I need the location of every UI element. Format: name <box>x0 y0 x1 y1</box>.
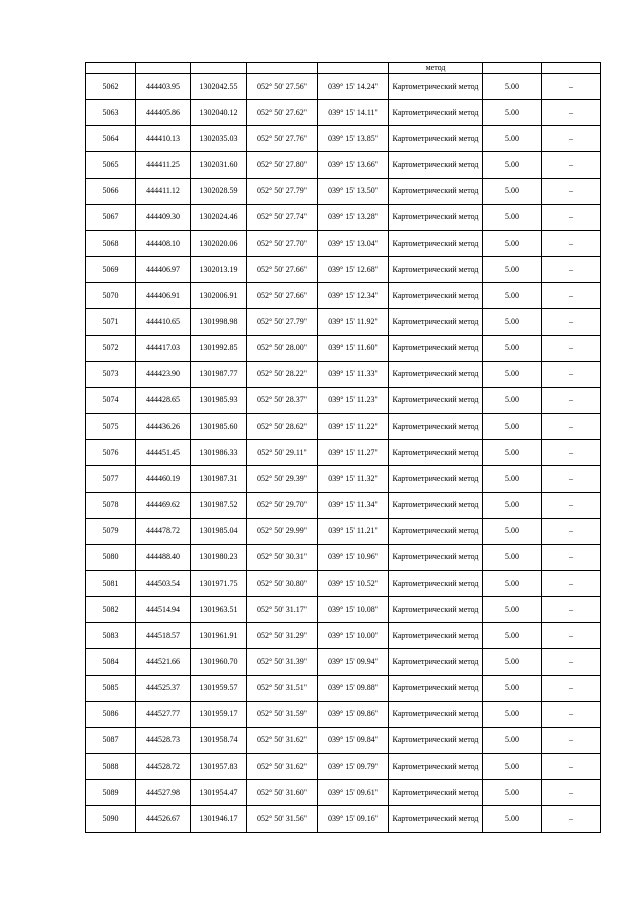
cell-note: – <box>542 152 601 178</box>
cell-longitude: 039° 15' 13.04" <box>318 230 389 256</box>
cell-x: 444417.03 <box>136 335 191 361</box>
cell-latitude: 052° 50' 27.66" <box>247 257 318 283</box>
cell-method: Картометрический метод <box>389 597 483 623</box>
cell-latitude: 052° 50' 28.22" <box>247 361 318 387</box>
cell-y: 1302035.03 <box>191 126 247 152</box>
cell-point-number: 5070 <box>86 283 136 309</box>
cell-point-number: 5079 <box>86 518 136 544</box>
cell-method: Картометрический метод <box>389 754 483 780</box>
cell-accuracy: 5.00 <box>483 597 542 623</box>
cell-y: 1301961.91 <box>191 623 247 649</box>
cell-latitude: 052° 50' 27.70" <box>247 230 318 256</box>
cell-longitude: 039° 15' 09.88" <box>318 675 389 701</box>
cell-note: – <box>542 100 601 126</box>
continuation-row <box>86 63 601 74</box>
cell-note: – <box>542 492 601 518</box>
cell-x: 444528.73 <box>136 727 191 753</box>
cell-accuracy: 5.00 <box>483 414 542 440</box>
cell-note: – <box>542 126 601 152</box>
cell-method: Картометрический метод <box>389 440 483 466</box>
cell-longitude: 039° 15' 13.85" <box>318 126 389 152</box>
cell-x: 444428.65 <box>136 387 191 413</box>
cell-method: Картометрический метод <box>389 727 483 753</box>
table-row <box>86 126 601 152</box>
cell-longitude: 039° 15' 11.32" <box>318 466 389 492</box>
cell-point-number: 5089 <box>86 780 136 806</box>
cell-longitude: 039° 15' 13.66" <box>318 152 389 178</box>
cell-accuracy: 5.00 <box>483 806 542 832</box>
cell-x: 444488.40 <box>136 544 191 570</box>
table-row <box>86 701 601 727</box>
cell-method: Картометрический метод <box>389 387 483 413</box>
cell-point-number: 5082 <box>86 597 136 623</box>
table-row <box>86 387 601 413</box>
cell-x: 444521.66 <box>136 649 191 675</box>
table-row <box>86 570 601 596</box>
cell-x: 444451.45 <box>136 440 191 466</box>
cell-y: 1301987.77 <box>191 361 247 387</box>
cell-accuracy: 5.00 <box>483 623 542 649</box>
cell-longitude: 039° 15' 12.68" <box>318 257 389 283</box>
table-row <box>86 204 601 230</box>
cell-latitude: 052° 50' 27.79" <box>247 309 318 335</box>
cell-x: 444411.12 <box>136 178 191 204</box>
cell-point-number: 5078 <box>86 492 136 518</box>
cell-accuracy: 5.00 <box>483 754 542 780</box>
table-row <box>86 440 601 466</box>
cell-x: 444478.72 <box>136 518 191 544</box>
cell-x: 444410.13 <box>136 126 191 152</box>
cell-latitude: 052° 50' 28.00" <box>247 335 318 361</box>
cell-y: 1301963.51 <box>191 597 247 623</box>
cell-longitude: 039° 15' 11.33" <box>318 361 389 387</box>
cell-point-number: 5067 <box>86 204 136 230</box>
cell-y: 1301985.93 <box>191 387 247 413</box>
cell-point-number: 5085 <box>86 675 136 701</box>
cell-empty <box>191 63 247 74</box>
cell-longitude: 039° 15' 09.61" <box>318 780 389 806</box>
cell-y: 1301959.57 <box>191 675 247 701</box>
cell-y: 1301992.85 <box>191 335 247 361</box>
cell-x: 444406.97 <box>136 257 191 283</box>
cell-note: – <box>542 675 601 701</box>
cell-accuracy: 5.00 <box>483 283 542 309</box>
cell-point-number: 5066 <box>86 178 136 204</box>
cell-y: 1301959.17 <box>191 701 247 727</box>
cell-note: – <box>542 570 601 596</box>
cell-latitude: 052° 50' 31.56" <box>247 806 318 832</box>
cell-x: 444518.57 <box>136 623 191 649</box>
cell-latitude: 052° 50' 31.60" <box>247 780 318 806</box>
cell-accuracy: 5.00 <box>483 309 542 335</box>
cell-longitude: 039° 15' 13.28" <box>318 204 389 230</box>
cell-x: 444403.95 <box>136 74 191 100</box>
cell-y: 1301957.83 <box>191 754 247 780</box>
table-row <box>86 178 601 204</box>
cell-y: 1301980.23 <box>191 544 247 570</box>
table-row <box>86 649 601 675</box>
cell-longitude: 039° 15' 09.79" <box>318 754 389 780</box>
cell-note: – <box>542 230 601 256</box>
cell-method: Картометрический метод <box>389 701 483 727</box>
cell-empty <box>86 63 136 74</box>
cell-y: 1301987.31 <box>191 466 247 492</box>
cell-accuracy: 5.00 <box>483 204 542 230</box>
table-row <box>86 492 601 518</box>
cell-latitude: 052° 50' 31.59" <box>247 701 318 727</box>
cell-x: 444408.10 <box>136 230 191 256</box>
cell-longitude: 039° 15' 09.86" <box>318 701 389 727</box>
cell-latitude: 052° 50' 28.37" <box>247 387 318 413</box>
cell-longitude: 039° 15' 11.27" <box>318 440 389 466</box>
cell-empty <box>136 63 191 74</box>
cell-method: Картометрический метод <box>389 309 483 335</box>
cell-accuracy: 5.00 <box>483 230 542 256</box>
cell-note: – <box>542 701 601 727</box>
table-row <box>86 230 601 256</box>
cell-point-number: 5071 <box>86 309 136 335</box>
coordinates-table <box>85 62 601 833</box>
cell-longitude: 039° 15' 11.34" <box>318 492 389 518</box>
table-row <box>86 806 601 832</box>
cell-note: – <box>542 440 601 466</box>
cell-method: Картометрический метод <box>389 649 483 675</box>
cell-method: Картометрический метод <box>389 74 483 100</box>
cell-point-number: 5088 <box>86 754 136 780</box>
cell-accuracy: 5.00 <box>483 74 542 100</box>
table-row <box>86 361 601 387</box>
cell-latitude: 052° 50' 27.74" <box>247 204 318 230</box>
cell-longitude: 039° 15' 11.23" <box>318 387 389 413</box>
cell-note: – <box>542 780 601 806</box>
cell-method: Картометрический метод <box>389 361 483 387</box>
cell-y: 1301946.17 <box>191 806 247 832</box>
cell-empty <box>247 63 318 74</box>
cell-x: 444469.62 <box>136 492 191 518</box>
cell-x: 444436.26 <box>136 414 191 440</box>
cell-accuracy: 5.00 <box>483 361 542 387</box>
cell-y: 1301958.74 <box>191 727 247 753</box>
cell-empty <box>542 63 601 74</box>
cell-y: 1302013.19 <box>191 257 247 283</box>
cell-accuracy: 5.00 <box>483 544 542 570</box>
cell-latitude: 052° 50' 27.76" <box>247 126 318 152</box>
cell-longitude: 039° 15' 11.22" <box>318 414 389 440</box>
cell-note: – <box>542 361 601 387</box>
table-row <box>86 414 601 440</box>
cell-x: 444406.91 <box>136 283 191 309</box>
cell-y: 1302024.46 <box>191 204 247 230</box>
cell-point-number: 5072 <box>86 335 136 361</box>
cell-x: 444411.25 <box>136 152 191 178</box>
cell-longitude: 039° 15' 09.84" <box>318 727 389 753</box>
cell-longitude: 039° 15' 14.24" <box>318 74 389 100</box>
cell-method: Картометрический метод <box>389 518 483 544</box>
cell-y: 1302006.91 <box>191 283 247 309</box>
cell-latitude: 052° 50' 31.62" <box>247 727 318 753</box>
cell-point-number: 5081 <box>86 570 136 596</box>
cell-accuracy: 5.00 <box>483 780 542 806</box>
cell-y: 1301998.98 <box>191 309 247 335</box>
cell-accuracy: 5.00 <box>483 492 542 518</box>
cell-note: – <box>542 178 601 204</box>
cell-note: – <box>542 335 601 361</box>
cell-accuracy: 5.00 <box>483 649 542 675</box>
cell-point-number: 5065 <box>86 152 136 178</box>
cell-longitude: 039° 15' 13.50" <box>318 178 389 204</box>
table-row <box>86 623 601 649</box>
cell-latitude: 052° 50' 27.79" <box>247 178 318 204</box>
cell-x: 444503.54 <box>136 570 191 596</box>
cell-longitude: 039° 15' 11.60" <box>318 335 389 361</box>
cell-x: 444526.67 <box>136 806 191 832</box>
cell-x: 444410.65 <box>136 309 191 335</box>
cell-note: – <box>542 466 601 492</box>
cell-point-number: 5083 <box>86 623 136 649</box>
cell-method: Картометрический метод <box>389 335 483 361</box>
cell-longitude: 039° 15' 10.00" <box>318 623 389 649</box>
cell-point-number: 5086 <box>86 701 136 727</box>
cell-latitude: 052° 50' 29.70" <box>247 492 318 518</box>
cell-point-number: 5087 <box>86 727 136 753</box>
cell-method: Картометрический метод <box>389 675 483 701</box>
cell-longitude: 039° 15' 14.11" <box>318 100 389 126</box>
cell-method: Картометрический метод <box>389 178 483 204</box>
cell-note: – <box>542 283 601 309</box>
cell-accuracy: 5.00 <box>483 387 542 413</box>
cell-point-number: 5062 <box>86 74 136 100</box>
cell-latitude: 052° 50' 31.62" <box>247 754 318 780</box>
cell-latitude: 052° 50' 29.99" <box>247 518 318 544</box>
table-row <box>86 754 601 780</box>
cell-accuracy: 5.00 <box>483 335 542 361</box>
cell-accuracy: 5.00 <box>483 701 542 727</box>
cell-point-number: 5076 <box>86 440 136 466</box>
cell-accuracy: 5.00 <box>483 518 542 544</box>
cell-point-number: 5068 <box>86 230 136 256</box>
cell-point-number: 5080 <box>86 544 136 570</box>
cell-note: – <box>542 806 601 832</box>
cell-note: – <box>542 649 601 675</box>
cell-y: 1301960.70 <box>191 649 247 675</box>
cell-x: 444525.37 <box>136 675 191 701</box>
cell-y: 1301954.47 <box>191 780 247 806</box>
cell-x: 444527.77 <box>136 701 191 727</box>
table-row <box>86 466 601 492</box>
cell-method: Картометрический метод <box>389 100 483 126</box>
cell-point-number: 5064 <box>86 126 136 152</box>
cell-point-number: 5074 <box>86 387 136 413</box>
cell-y: 1302020.06 <box>191 230 247 256</box>
cell-y: 1302031.60 <box>191 152 247 178</box>
cell-note: – <box>542 518 601 544</box>
cell-method: Картометрический метод <box>389 257 483 283</box>
cell-method: Картометрический метод <box>389 806 483 832</box>
cell-note: – <box>542 597 601 623</box>
table-row <box>86 100 601 126</box>
cell-empty <box>318 63 389 74</box>
cell-y: 1301985.04 <box>191 518 247 544</box>
cell-latitude: 052° 50' 27.62" <box>247 100 318 126</box>
table-row <box>86 727 601 753</box>
cell-method: Картометрический метод <box>389 414 483 440</box>
cell-note: – <box>542 414 601 440</box>
cell-note: – <box>542 74 601 100</box>
cell-latitude: 052° 50' 27.66" <box>247 283 318 309</box>
cell-y: 1301987.52 <box>191 492 247 518</box>
cell-longitude: 039° 15' 09.94" <box>318 649 389 675</box>
cell-latitude: 052° 50' 29.11" <box>247 440 318 466</box>
table-row <box>86 309 601 335</box>
cell-method: Картометрический метод <box>389 492 483 518</box>
cell-longitude: 039° 15' 11.92" <box>318 309 389 335</box>
cell-y: 1302040.12 <box>191 100 247 126</box>
cell-y: 1301986.33 <box>191 440 247 466</box>
cell-method: Картометрический метод <box>389 623 483 649</box>
cell-x: 444423.90 <box>136 361 191 387</box>
cell-longitude: 039° 15' 12.34" <box>318 283 389 309</box>
cell-latitude: 052° 50' 31.17" <box>247 597 318 623</box>
cell-latitude: 052° 50' 27.80" <box>247 152 318 178</box>
cell-latitude: 052° 50' 30.80" <box>247 570 318 596</box>
cell-accuracy: 5.00 <box>483 178 542 204</box>
table-row <box>86 780 601 806</box>
cell-method: метод <box>389 63 483 74</box>
cell-accuracy: 5.00 <box>483 126 542 152</box>
cell-method: Картометрический метод <box>389 544 483 570</box>
cell-method: Картометрический метод <box>389 204 483 230</box>
cell-note: – <box>542 754 601 780</box>
cell-method: Картометрический метод <box>389 230 483 256</box>
cell-longitude: 039° 15' 10.96" <box>318 544 389 570</box>
table-row <box>86 518 601 544</box>
table-row <box>86 335 601 361</box>
cell-y: 1302028.59 <box>191 178 247 204</box>
cell-point-number: 5063 <box>86 100 136 126</box>
cell-point-number: 5084 <box>86 649 136 675</box>
cell-note: – <box>542 727 601 753</box>
table-row <box>86 597 601 623</box>
cell-point-number: 5077 <box>86 466 136 492</box>
cell-latitude: 052° 50' 30.31" <box>247 544 318 570</box>
cell-y: 1301985.60 <box>191 414 247 440</box>
cell-latitude: 052° 50' 28.62" <box>247 414 318 440</box>
cell-latitude: 052° 50' 31.39" <box>247 649 318 675</box>
cell-accuracy: 5.00 <box>483 675 542 701</box>
cell-accuracy: 5.00 <box>483 100 542 126</box>
cell-x: 444514.94 <box>136 597 191 623</box>
cell-longitude: 039° 15' 09.16" <box>318 806 389 832</box>
cell-method: Картометрический метод <box>389 466 483 492</box>
table-row <box>86 544 601 570</box>
cell-x: 444528.72 <box>136 754 191 780</box>
cell-longitude: 039° 15' 10.08" <box>318 597 389 623</box>
cell-point-number: 5073 <box>86 361 136 387</box>
cell-x: 444409.30 <box>136 204 191 230</box>
cell-method: Картометрический метод <box>389 152 483 178</box>
cell-y: 1301971.75 <box>191 570 247 596</box>
cell-accuracy: 5.00 <box>483 466 542 492</box>
cell-latitude: 052° 50' 31.29" <box>247 623 318 649</box>
cell-note: – <box>542 387 601 413</box>
cell-x: 444527.98 <box>136 780 191 806</box>
cell-method: Картометрический метод <box>389 570 483 596</box>
cell-latitude: 052° 50' 29.39" <box>247 466 318 492</box>
cell-note: – <box>542 204 601 230</box>
cell-accuracy: 5.00 <box>483 570 542 596</box>
cell-method: Картометрический метод <box>389 283 483 309</box>
cell-empty <box>483 63 542 74</box>
cell-method: Картометрический метод <box>389 780 483 806</box>
cell-accuracy: 5.00 <box>483 152 542 178</box>
cell-point-number: 5090 <box>86 806 136 832</box>
cell-longitude: 039° 15' 10.52" <box>318 570 389 596</box>
cell-accuracy: 5.00 <box>483 257 542 283</box>
cell-x: 444460.19 <box>136 466 191 492</box>
table-row <box>86 675 601 701</box>
cell-accuracy: 5.00 <box>483 727 542 753</box>
table-row <box>86 283 601 309</box>
cell-x: 444405.86 <box>136 100 191 126</box>
table-row <box>86 74 601 100</box>
cell-note: – <box>542 257 601 283</box>
table-row <box>86 152 601 178</box>
cell-y: 1302042.55 <box>191 74 247 100</box>
cell-note: – <box>542 623 601 649</box>
cell-point-number: 5069 <box>86 257 136 283</box>
cell-longitude: 039° 15' 11.21" <box>318 518 389 544</box>
cell-accuracy: 5.00 <box>483 440 542 466</box>
cell-latitude: 052° 50' 31.51" <box>247 675 318 701</box>
cell-note: – <box>542 309 601 335</box>
cell-latitude: 052° 50' 27.56" <box>247 74 318 100</box>
cell-note: – <box>542 544 601 570</box>
cell-point-number: 5075 <box>86 414 136 440</box>
table-row <box>86 257 601 283</box>
cell-method: Картометрический метод <box>389 126 483 152</box>
